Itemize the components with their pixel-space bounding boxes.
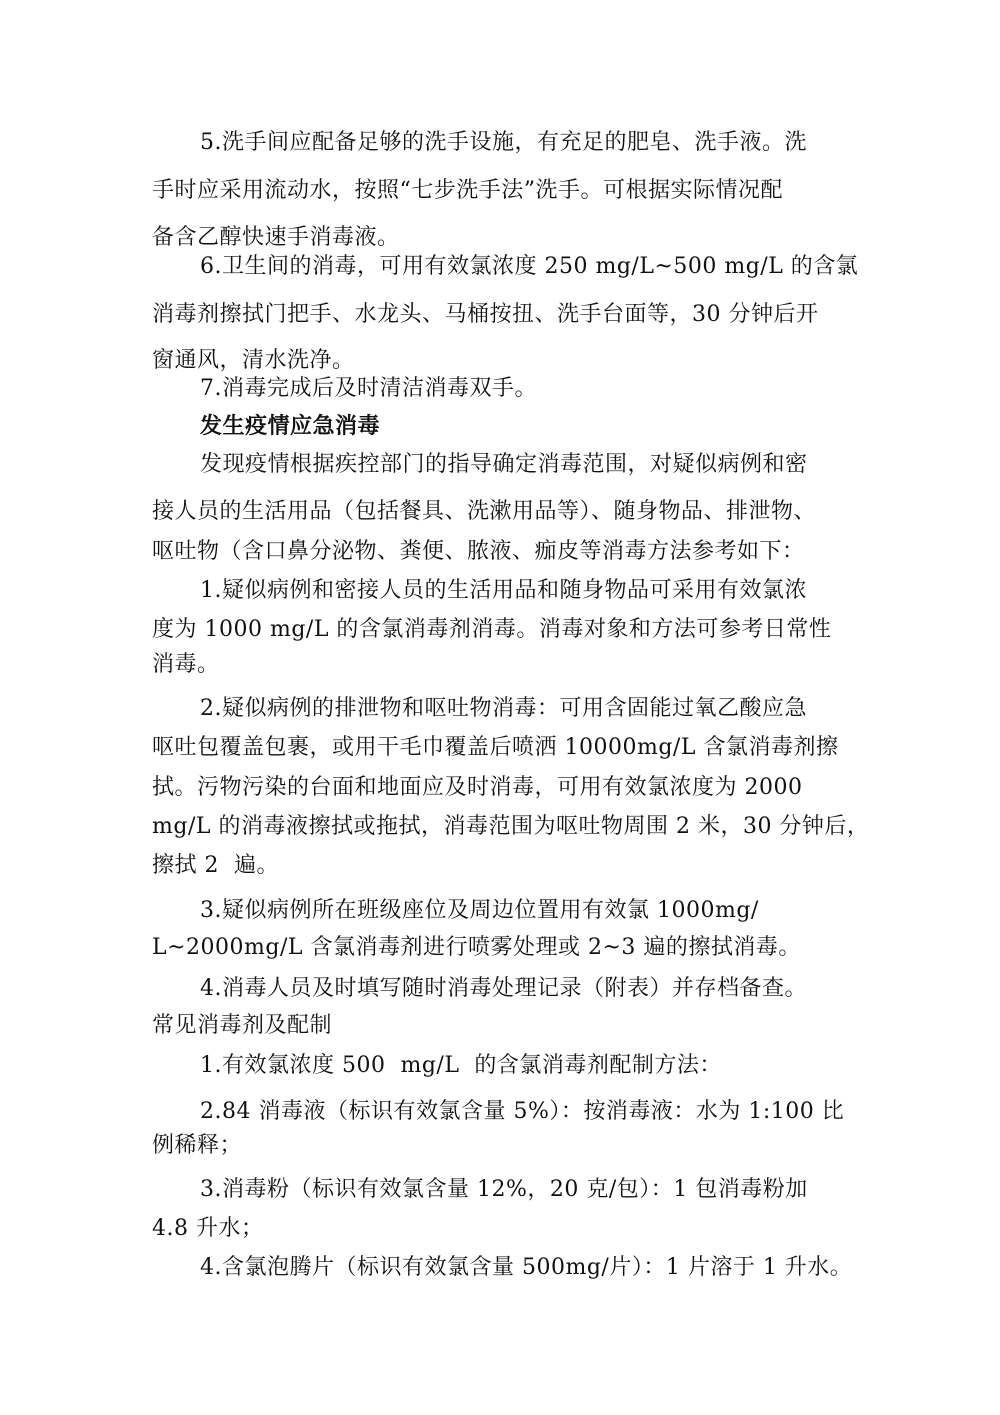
paragraph-line: 拭。污物污染的台面和地面应及时消毒，可用有效氯浓度为 2000 (152, 775, 803, 800)
paragraph-line: 3.消毒粉（标识有效氯含量 12%，20 克/包）：1 包消毒粉加 (200, 1177, 808, 1202)
section-heading: 发生疫情应急消毒 (200, 414, 381, 439)
paragraph-line: 度为 1000 mg/L 的含氯消毒剂消毒。消毒对象和方法可参考日常性 (152, 617, 832, 642)
paragraph-line: 接人员的生活用品（包括餐具、洗漱用品等）、随身物品、排泄物、 (152, 499, 817, 524)
paragraph-line: 3.疑似病例所在班级座位及周边位置用有效氯 1000mg/ (200, 898, 759, 923)
paragraph-line: 呕吐物（含口鼻分泌物、粪便、脓液、痂皮等消毒方法参考如下： (152, 539, 805, 564)
paragraph-line: 呕吐包覆盖包裹，或用干毛巾覆盖后喷洒 10000mg/L 含氯消毒剂擦 (152, 735, 839, 760)
paragraph-line: 1.疑似病例和密接人员的生活用品和随身物品可采用有效氯浓 (200, 578, 807, 603)
paragraph-line: 消毒。 (152, 652, 220, 677)
paragraph-line: 4.消毒人员及时填写随时消毒处理记录（附表）并存档备查。 (200, 976, 807, 1001)
paragraph-line: 4.含氯泡腾片（标识有效氯含量 500mg/片）：1 片溶于 1 升水。 (200, 1255, 853, 1280)
paragraph-line: 发现疫情根据疾控部门的指导确定消毒范围，对疑似病例和密 (200, 452, 808, 477)
paragraph-line: 1.有效氯浓度 500 mg/L 的含氯消毒剂配制方法： (200, 1053, 722, 1078)
paragraph-line: 手时应采用流动水，按照“七步洗手法”洗手。可根据实际情况配 (152, 178, 783, 203)
paragraph-line: 窗通风，清水洗净。 (152, 348, 355, 373)
paragraph-line: mg/L 的消毒液擦拭或拖拭，消毒范围为呕吐物周围 2 米，30 分钟后， (152, 814, 870, 839)
paragraph-line: 例稀释； (152, 1133, 243, 1158)
paragraph-line: 消毒剂擦拭门把手、水龙头、马桶按扭、洗手台面等，30 分钟后开 (152, 302, 819, 327)
paragraph-line: 备含乙醇快速手消毒液。 (152, 225, 400, 250)
section-heading: 常见消毒剂及配制 (152, 1013, 333, 1038)
paragraph-line: 6.卫生间的消毒，可用有效氯浓度 250 mg/L~500 mg/L 的含氯 (200, 254, 859, 279)
paragraph-line: 擦拭 2 遍。 (152, 853, 279, 878)
paragraph-line: 7.消毒完成后及时清洁消毒双手。 (200, 376, 537, 401)
paragraph-line: 5.洗手间应配备足够的洗手设施，有充足的肥皂、洗手液。洗 (200, 130, 807, 155)
paragraph-line: L~2000mg/L 含氯消毒剂进行喷雾处理或 2~3 遍的擦拭消毒。 (152, 935, 801, 960)
paragraph-line: 4.8 升水； (152, 1216, 264, 1241)
paragraph-line: 2.疑似病例的排泄物和呕吐物消毒：可用含固能过氧乙酸应急 (200, 696, 807, 721)
paragraph-line: 2.84 消毒液（标识有效氯含量 5%）：按消毒液：水为 1:100 比 (200, 1099, 845, 1124)
